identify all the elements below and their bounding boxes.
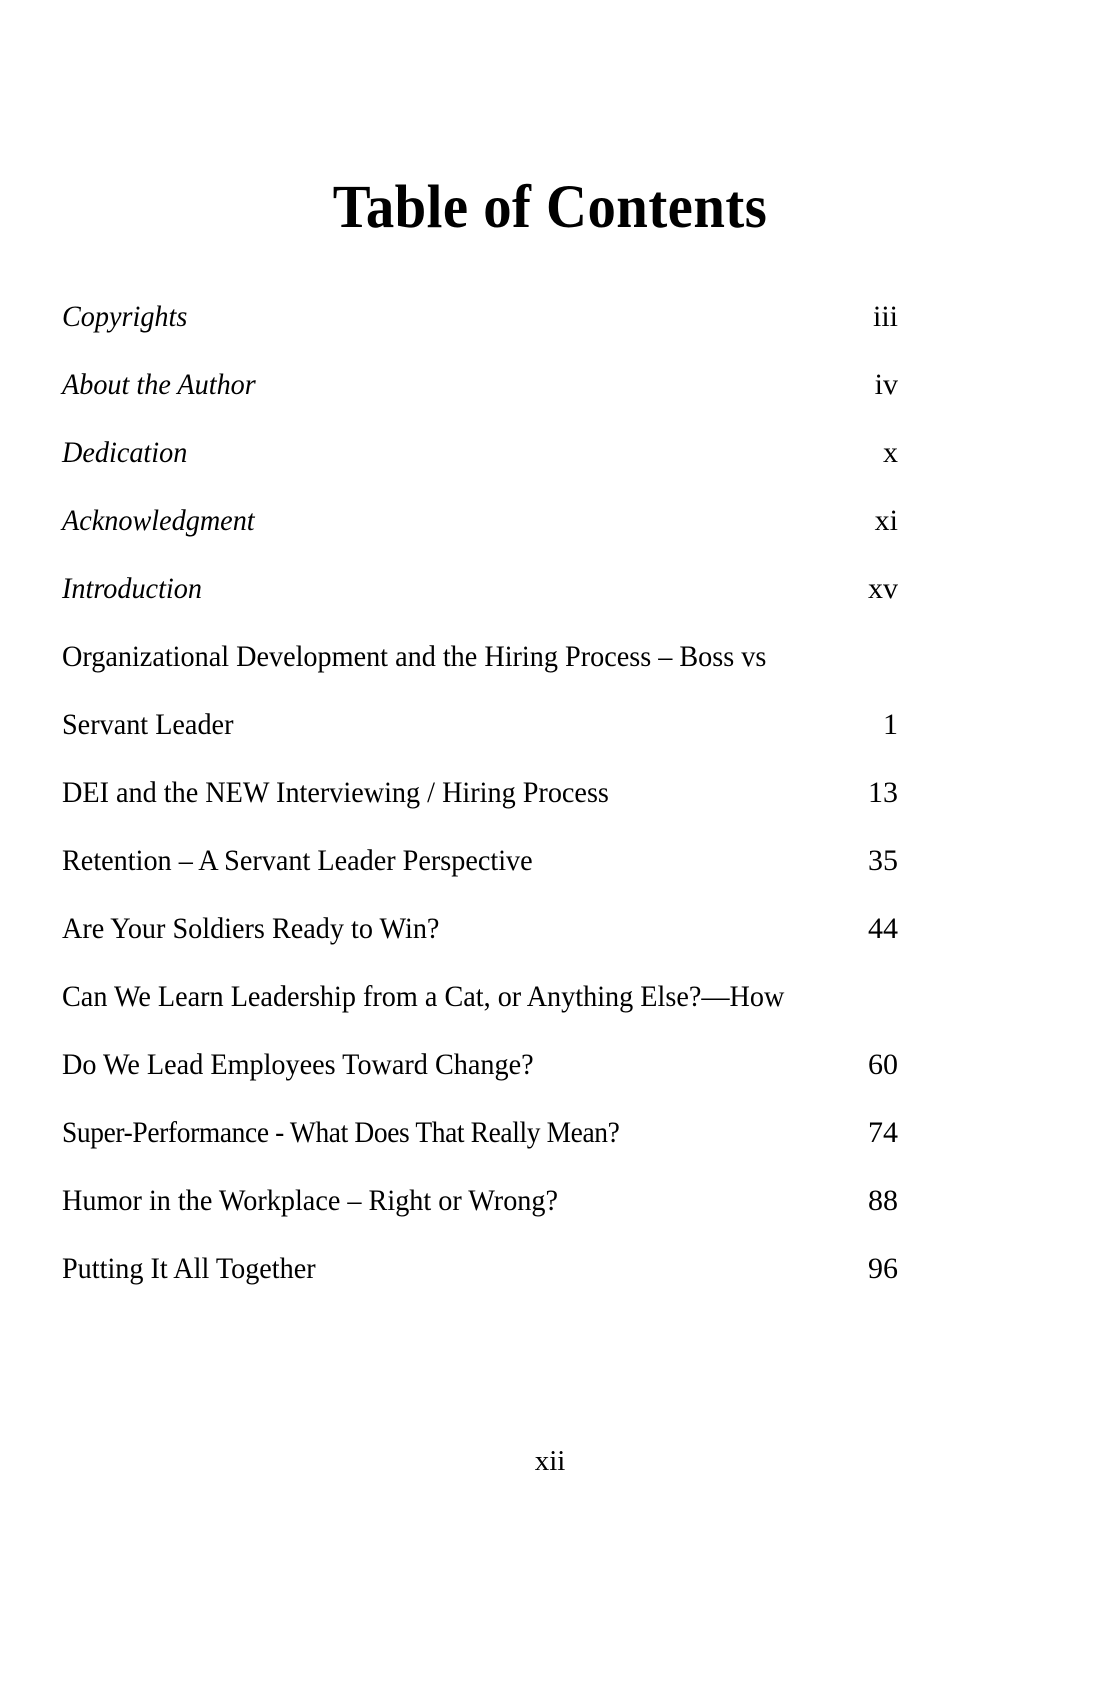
toc-entry-learn-leadership-from-a-cat[interactable] (62, 976, 898, 1085)
toc-entry-retention[interactable] (62, 840, 898, 881)
toc-entry-line (62, 772, 898, 813)
toc-entry-line (62, 364, 898, 405)
toc-entry-label: Acknowledgment (62, 504, 255, 537)
toc-entry-line (62, 908, 898, 949)
toc-entry-dei-interviewing-hiring[interactable] (62, 772, 898, 813)
toc-entry-acknowledgment[interactable] (62, 500, 898, 541)
toc-entry-humor-in-the-workplace[interactable] (62, 1180, 898, 1221)
toc-entry-label: Dedication (62, 436, 188, 469)
toc-entry-line (62, 568, 898, 609)
toc-entry-page: 74 (868, 1116, 898, 1149)
toc-entry-label: Organizational Development and the Hiring Process – Boss vs (62, 640, 767, 673)
toc-entry-label-continued: Do We Lead Employees Toward Change? (62, 1048, 534, 1081)
page-folio-number: xii (534, 1445, 566, 1477)
toc-entry-line (62, 636, 898, 677)
toc-entry-introduction[interactable] (62, 568, 898, 609)
toc-entry-line (62, 840, 898, 881)
toc-entry-label: Are Your Soldiers Ready to Win? (62, 912, 440, 945)
toc-entry-page: 60 (868, 1048, 898, 1081)
toc-entry-line-continued (62, 1044, 898, 1085)
toc-entry-list (62, 296, 898, 1316)
toc-entry-line (62, 500, 898, 541)
toc-entry-label: Super-Performance - What Does That Really Mean? (62, 1116, 620, 1149)
toc-entry-label: Can We Learn Leadership from a Cat, or Anything Else?—How (62, 980, 785, 1013)
toc-entry-label: Putting It All Together (62, 1252, 316, 1285)
toc-entry-page: xv (868, 572, 898, 605)
toc-entry-putting-it-all-together[interactable] (62, 1248, 898, 1289)
toc-entry-page: 35 (868, 844, 898, 877)
toc-entry-label: About the Author (62, 368, 256, 401)
toc-entry-page: 44 (868, 912, 898, 945)
toc-entry-page: 88 (868, 1184, 898, 1217)
toc-entry-line (62, 1112, 898, 1153)
toc-entry-line (62, 296, 898, 337)
toc-entry-page: xi (874, 504, 898, 537)
toc-entry-page: 96 (868, 1252, 898, 1285)
toc-entry-line (62, 432, 898, 473)
toc-entry-label: Copyrights (62, 300, 188, 333)
toc-entry-label: Introduction (62, 572, 202, 605)
toc-entry-line-continued (62, 704, 898, 745)
toc-entry-label-continued: Servant Leader (62, 708, 234, 741)
toc-entry-page: iv (874, 368, 898, 401)
page-title: Table of Contents (332, 174, 768, 241)
toc-entry-label: Humor in the Workplace – Right or Wrong? (62, 1184, 559, 1217)
toc-entry-page: 13 (868, 776, 898, 809)
toc-entry-page: iii (872, 300, 898, 333)
toc-entry-dedication[interactable] (62, 432, 898, 473)
toc-entry-line (62, 1248, 898, 1289)
toc-entry-page: 1 (883, 708, 898, 741)
toc-entry-super-performance[interactable] (62, 1112, 898, 1153)
toc-entry-label: DEI and the NEW Interviewing / Hiring Process (62, 776, 609, 809)
toc-entry-organizational-development[interactable] (62, 636, 898, 745)
toc-entry-copyrights[interactable] (62, 296, 898, 337)
toc-entry-line (62, 976, 898, 1017)
toc-entry-about-the-author[interactable] (62, 364, 898, 405)
toc-entry-line (62, 1180, 898, 1221)
toc-entry-soldiers-ready-to-win[interactable] (62, 908, 898, 949)
toc-entry-page: x (883, 436, 898, 469)
toc-entry-label: Retention – A Servant Leader Perspective (62, 844, 533, 877)
